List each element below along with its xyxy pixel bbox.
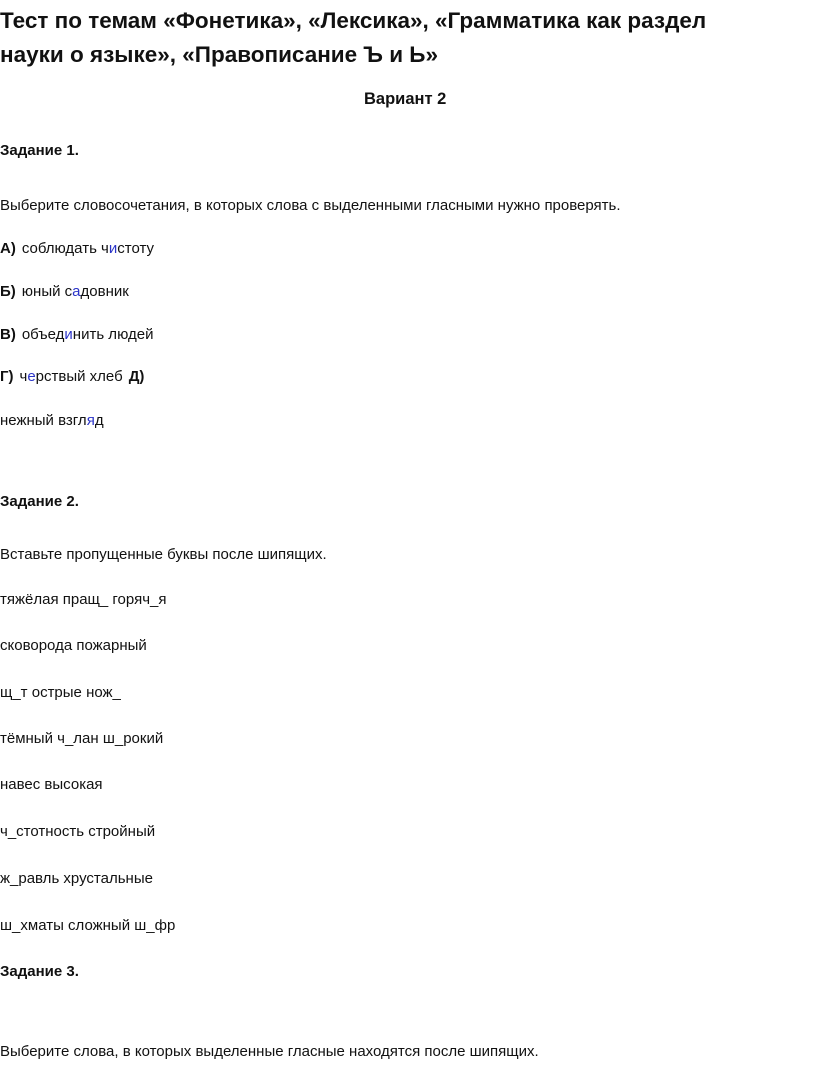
document-title-line1: Тест по темам «Фонетика», «Лексика», «Грамматика как раздел — [0, 8, 707, 33]
task1-option-g — [0, 368, 144, 386]
option-text-rest: стоту — [117, 240, 155, 257]
option-text: нежный взгл — [0, 412, 87, 429]
task1-option-v — [0, 326, 153, 344]
option-text: ч — [19, 368, 28, 385]
task1-option-a — [0, 240, 154, 258]
option-letter-d: Д) — [128, 368, 145, 385]
task2-line: навес высокая — [0, 776, 103, 793]
task1-option-b — [0, 283, 129, 301]
option-text-rest: довник — [80, 283, 129, 300]
option-text: объед — [21, 326, 65, 343]
task2-line: ш_хматы сложный ш_фр — [0, 917, 176, 934]
highlighted-vowel: е — [27, 368, 36, 385]
task2-line: ж_равль хрустальные — [0, 870, 153, 887]
option-text: юный с — [21, 283, 73, 300]
task2-instruction: Вставьте пропущенные буквы после шипящих. — [0, 546, 327, 563]
task2-line: щ_т острые нож_ — [0, 684, 121, 701]
task1-option-d-text — [0, 412, 104, 430]
option-letter: В) — [0, 326, 16, 343]
option-text: соблюдать ч — [21, 240, 109, 257]
task2-line: ч_стотность стройный — [0, 823, 156, 840]
task2-line: тёмный ч_лан ш_рокий — [0, 730, 164, 747]
option-text-rest: д — [94, 412, 104, 429]
option-text-rest: рствый хлеб — [35, 368, 123, 385]
variant-heading: Вариант 2 — [364, 90, 447, 108]
option-text-rest: нить людей — [72, 326, 154, 343]
option-letter: Б) — [0, 283, 16, 300]
document-title-line2: науки о языке», «Правописание Ъ и Ь» — [0, 42, 438, 67]
task2-heading: Задание 2. — [0, 493, 79, 510]
task1-heading: Задание 1. — [0, 142, 79, 159]
task1-instruction: Выберите словосочетания, в которых слова с выделенными гласными нужно проверять. — [0, 197, 621, 214]
task2-line: тяжёлая пращ_ горяч_я — [0, 591, 167, 608]
task2-line: сковорода пожарный — [0, 637, 147, 654]
highlighted-vowel: и — [64, 326, 73, 343]
highlighted-vowel: я — [86, 412, 95, 429]
task3-heading: Задание 3. — [0, 963, 79, 980]
highlighted-vowel: и — [108, 240, 118, 257]
task3-instruction: Выберите слова, в которых выделенные гласные находятся после шипящих. — [0, 1043, 539, 1060]
highlighted-vowel: а — [72, 283, 81, 300]
option-letter: Г) — [0, 368, 14, 385]
option-letter: А) — [0, 240, 16, 257]
